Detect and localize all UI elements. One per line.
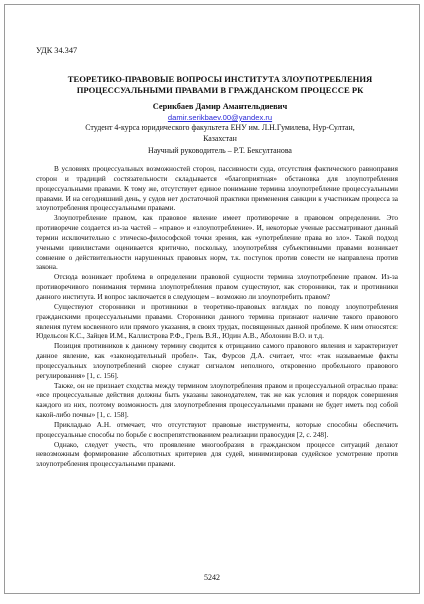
body-paragraph: Позиция противников к данному термину сводится к отрицанию самого правового явления и характеризует данное явление, как «законодательный пробел». Так, Фурсов Д.А. считает, что: «так называемые факты процессуальных злоупотреблений скорее служат сигналом неполного, откровенно пробельного правового регулирования» [1, с. 156]. [36,342,398,380]
email-link[interactable]: damir.serikbaev.00@yandex.ru [167,113,273,122]
scientific-advisor: Научный руководитель – Р.Т. Бексултанова [148,146,292,155]
page-number: 5242 [204,573,220,582]
author-email[interactable] [65,113,375,123]
body-paragraph: Отсюда возникает проблема в определении правовой сущности термина злоупотребление правом. Из-за противоречивого понимания термина злоупотребления правом существуют, как сторонники, так и противники данного института. И вопрос заключается в следующем – возможно ли злоупотребить правом? [36,273,398,301]
document-page [4,4,420,594]
udk-code: УДК 34.347 [36,46,78,55]
article-body [36,165,398,470]
author-affiliation: Студент 4-курса юридического факультета ЕНУ им. Л.Н.Гумилева, Нур-Султан, Казахстан [85,123,355,143]
body-paragraph: Прикладько А.Н. отмечает, что отсутствуют правовые инструменты, которые способны обеспечить процессуальные способы по борьбе с воспрепятствованием реализации правосудия [2, с. 248]. [36,420,398,439]
article-title: ТЕОРЕТИКО-ПРАВОВЫЕ ВОПРОСЫ ИНСТИТУТА ЗЛОУПОТРЕБЛЕНИЯ ПРОЦЕССУАЛЬНЫМИ ПРАВАМИ В ГРАЖДАНСКОМ ПРОЦЕССЕ РК [67,74,373,95]
body-paragraph: Существуют сторонники и противники в теоретико-правовых взглядах по поводу злоупотребления гражданскими процессуальными правами. Сторонники данного термина признают наличие такого правового явления путем косвенного или прямого указания, в своих трудах, посвященных данной проблеме. К ним относятся: Юдельсон К.С., Зайцев И.М., Каллистрова Р.Ф., Грель В.Я., Юдин А.В., Аболонин В.О. и т.д. [36,302,398,341]
body-paragraph: Также, он не признает сходства между термином злоупотребления правом и процессуальной отраслью права: «все процессуальные действия должны быть указаны законодателем, так же как условия и порядок совершения каждого из них, поэтому возможность для злоупотребления процессуальными правами не будет иметь под собой какой-либо почвы» [1, с. 158]. [36,381,398,420]
author-name: Серикбаев Дамир Амантельдиевич [152,102,288,111]
body-paragraph: В условиях процессуальных возможностей сторон, пассивности суда, отсутствия фактического равноправия сторон и традиций состязательности складывается «благоприятная» обстановка для злоупотребления процессуальными правами. К тому же, отсутствует единое понимание термина злоупотребление процессуальными правами. И на сегодняшний день, у судов нет достаточной практики применения санкции к участникам процесса за злоупотребления процессуальными правами. [36,165,398,213]
body-paragraph: Злоупотребление правом, как правовое явление имеет противоречие в правовом определении. Это противоречие создается из-за частей – «право» и «злоупотребление». И, некоторые ученые рассматривают данный термин исключительно с этическо-философской точки зрения, как «употребление права во зло». Такой подход учеными цивилистами оценивается критично, поскольку, злоупотребляя субъективными правами возникает сомнение о действительности нарушенных правовых норм, т.к. поступок против совести не направлена против закона. [36,214,398,272]
body-paragraph: Однако, следует учесть, что проявление многообразия в гражданском процессе ситуаций делают невозможным формирование абсолютных критериев для судей, минимизировав судейское усмотрение против злоупотребления процессуальными правами. [36,440,398,469]
